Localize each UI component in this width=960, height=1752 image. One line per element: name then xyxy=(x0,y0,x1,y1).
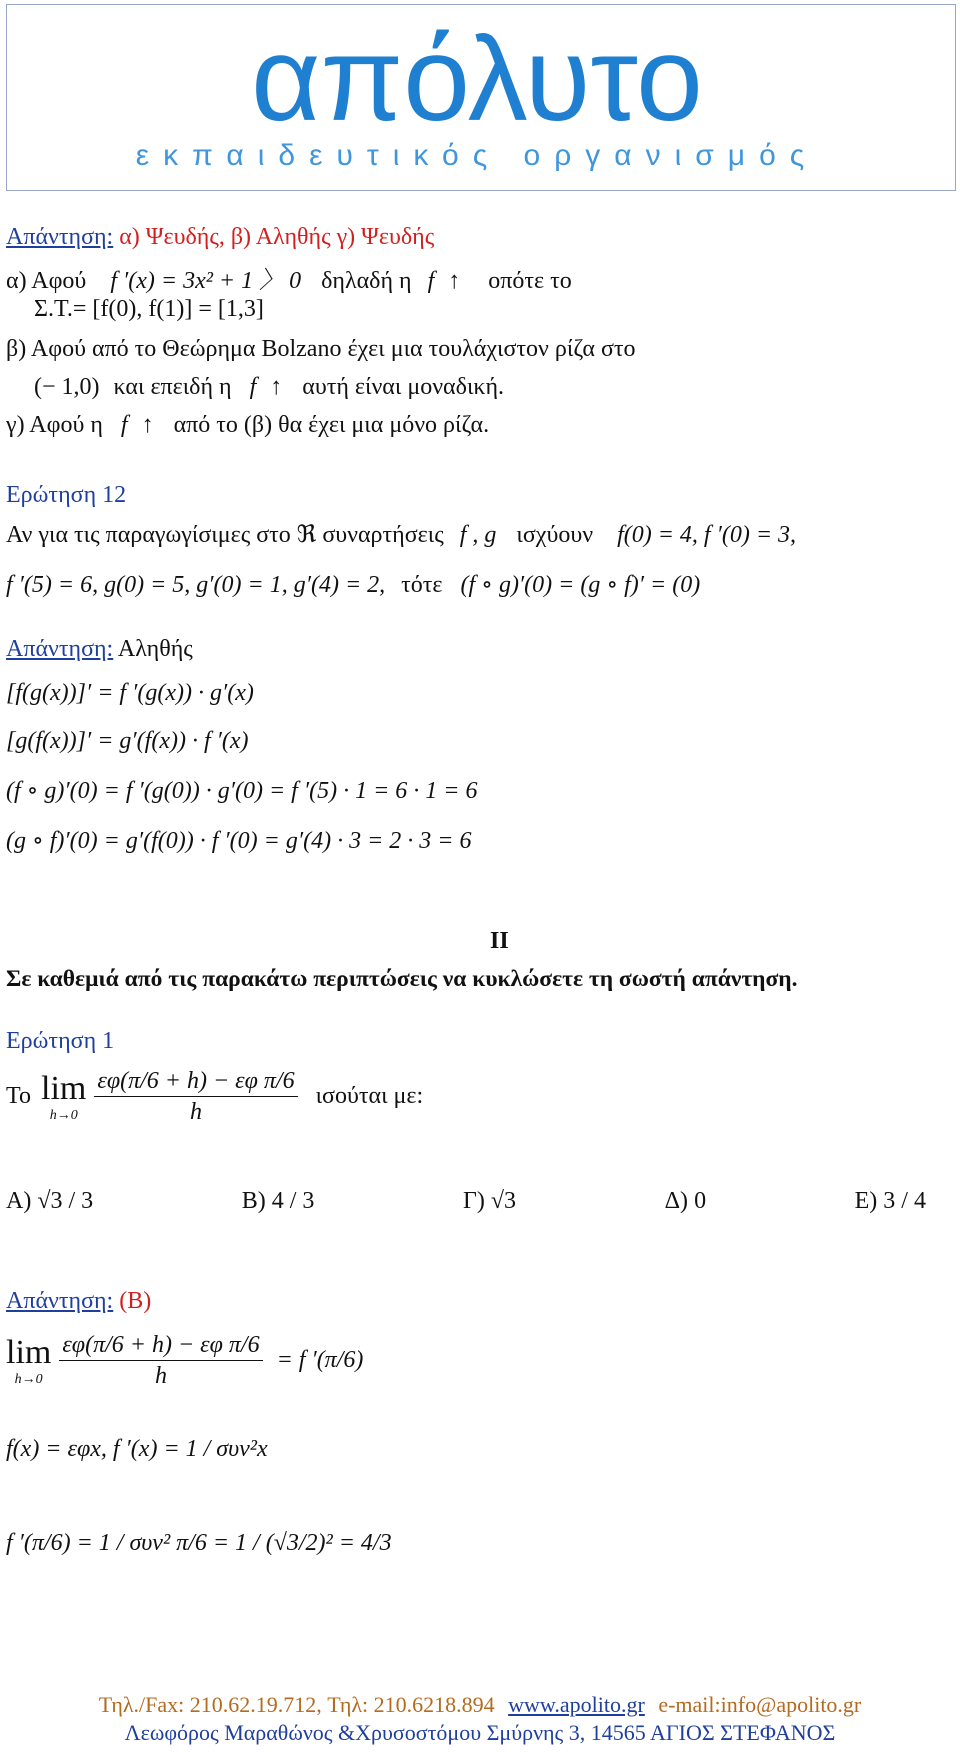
line-a-end: οπότε το xyxy=(488,268,572,294)
line-a-expr: f ′(x) = 3x² + 1 〉 0 xyxy=(110,268,302,294)
q1-fraction xyxy=(94,1066,297,1127)
answer-label: Απάντηση: xyxy=(6,1288,114,1314)
q12-line2-mid: τότε xyxy=(401,572,443,598)
q1-denominator: h xyxy=(189,1099,202,1125)
part2-instruction: Σε καθεμιά από τις παρακάτω περιπτώσεις να κυκλώσετε τη σωστή απάντηση. xyxy=(6,966,798,992)
q12-derivation-2: [g(f(x))]′ = g′(f(x)) · f ′(x) xyxy=(6,728,249,754)
line-c: γ) Αφού η f ↑ από το (β) θα έχει μια μόνο ρίζα. xyxy=(6,412,490,438)
q12-line2-expr2: (f ∘ g)′(0) = (g ∘ f)′ = (0) xyxy=(460,572,701,598)
q12-line2 xyxy=(6,570,700,599)
st-expr: Σ.Τ.= [f(0), f(1)] = [1,3] xyxy=(34,296,264,322)
footer-contact xyxy=(0,1692,960,1718)
answer-text: α) Ψευδής, β) Αληθής γ) Ψευδής xyxy=(119,224,435,250)
q1-solution-fraction: $\frac{\text{εφ(π/6 + h) − εφ π/6}}{h}$ xyxy=(59,1330,262,1391)
up-arrow-icon: ↑ xyxy=(270,374,283,400)
logo-tagline: εκπαιδευτικός οργανισμός xyxy=(135,139,819,172)
q1-solution-3: f ′(π/6) = 1 / συν² π/6 = 1 / (√3/2)² = 4/3 xyxy=(6,1530,392,1556)
choice-e[interactable]: Ε) 3 / 4 xyxy=(854,1188,926,1214)
q12-line1-expr: f(0) = 4, f ′(0) = 3, xyxy=(617,522,797,548)
part-roman-numeral: II xyxy=(490,928,509,954)
answer-text: (Β) xyxy=(119,1288,152,1314)
q1-solution-1 xyxy=(6,1330,363,1391)
q12-derivation-1: [f(g(x))]′ = f ′(g(x)) · g′(x) xyxy=(6,680,254,706)
line-a-mid: δηλαδή η xyxy=(321,268,412,294)
line-a: α) Αφού f ′(x) = 3x² + 1 〉 0 δηλαδή η f ↑ οπότε το xyxy=(6,268,572,294)
q1-solution-rhs: = f ′(π/6) xyxy=(276,1347,364,1373)
line-b1: β) Αφού από το Θεώρημα Bolzano έχει μια τουλάχιστον ρίζα στο xyxy=(6,336,636,362)
q1-numerator: εφ(π/6 + h) − εφ π/6 xyxy=(94,1066,297,1097)
up-arrow-icon: ↑ xyxy=(141,412,154,438)
answer-label: Απάντηση: xyxy=(6,224,114,250)
q1-choices xyxy=(6,1188,926,1215)
q12-line1 xyxy=(6,520,796,549)
choice-a[interactable]: Α) √3 / 3 xyxy=(6,1188,94,1214)
q12-line1-text: Αν για τις παραγωγίσιμες στο ℜ συναρτήσεις xyxy=(6,522,444,548)
q1-prefix: Το xyxy=(6,1083,32,1109)
q12-title: Ερώτηση 12 xyxy=(6,482,127,508)
line-c-start: γ) Αφού η xyxy=(6,412,103,438)
q12-line1-mid: ισχύουν xyxy=(516,522,594,548)
answer-text: Αληθής xyxy=(117,636,193,662)
up-arrow-icon: ↑ xyxy=(448,268,461,294)
apolito-logo xyxy=(7,5,955,190)
line-b2-end: αυτή είναι μοναδική. xyxy=(302,374,505,400)
line-b2-text: και επειδή η xyxy=(113,374,232,400)
interval: (− 1,0) xyxy=(34,374,100,400)
footer-address: Λεωφόρος Μαραθώνος &Χρυσοστόμου Σμύρνης 3, 14565 ΑΓΙΟΣ ΣΤΕΦΑΝΟΣ xyxy=(124,1720,836,1745)
q12-answer-line xyxy=(6,636,193,663)
answer-line-section1 xyxy=(6,224,434,251)
q1-statement xyxy=(6,1066,423,1127)
footer-website-link[interactable]: www.apolito.gr xyxy=(508,1692,645,1717)
logo-word: απόλυτο xyxy=(251,12,703,146)
logo-banner xyxy=(6,4,956,191)
q12-derivation-3: (f ∘ g)′(0) = f ′(g(0)) · g′(0) = f ′(5) · 1 = 6 · 1 = 6 xyxy=(6,778,478,804)
line-a-start: α) Αφού xyxy=(6,268,87,294)
answer-label: Απάντηση: xyxy=(6,636,114,662)
limit-operator: lim h→0 xyxy=(41,1069,87,1123)
choice-d[interactable]: Δ) 0 xyxy=(664,1188,707,1214)
line-c-end: από το (β) θα έχει μια μόνο ρίζα. xyxy=(173,412,490,438)
footer-phone: Τηλ./Fax: 210.62.19.712, Τηλ: 210.6218.894 xyxy=(98,1692,495,1717)
q1-title: Ερώτηση 1 xyxy=(6,1028,115,1054)
choice-c[interactable]: Γ) √3 xyxy=(463,1188,517,1214)
q12-line2-expr: f ′(5) = 6, g(0) = 5, g′(0) = 1, g′(4) = 2, xyxy=(6,572,386,598)
q12-fg: f , g xyxy=(459,522,497,548)
q1-suffix: ισούται με: xyxy=(315,1083,424,1109)
line-b2: (− 1,0) και επειδή η f ↑ αυτή είναι μοναδική. xyxy=(34,374,505,400)
footer-email: e-mail:info@apolito.gr xyxy=(658,1692,862,1717)
q12-derivation-4: (g ∘ f)′(0) = g′(f(0)) · f ′(0) = g′(4) · 3 = 2 · 3 = 6 xyxy=(6,828,472,854)
limit-operator: lim h→0 xyxy=(6,1333,52,1387)
choice-b[interactable]: Β) 4 / 3 xyxy=(241,1188,315,1214)
q1-answer-line xyxy=(6,1288,151,1315)
line-st xyxy=(34,296,264,323)
q1-solution-2: f(x) = εφx, f ′(x) = 1 / συν²x xyxy=(6,1436,268,1462)
